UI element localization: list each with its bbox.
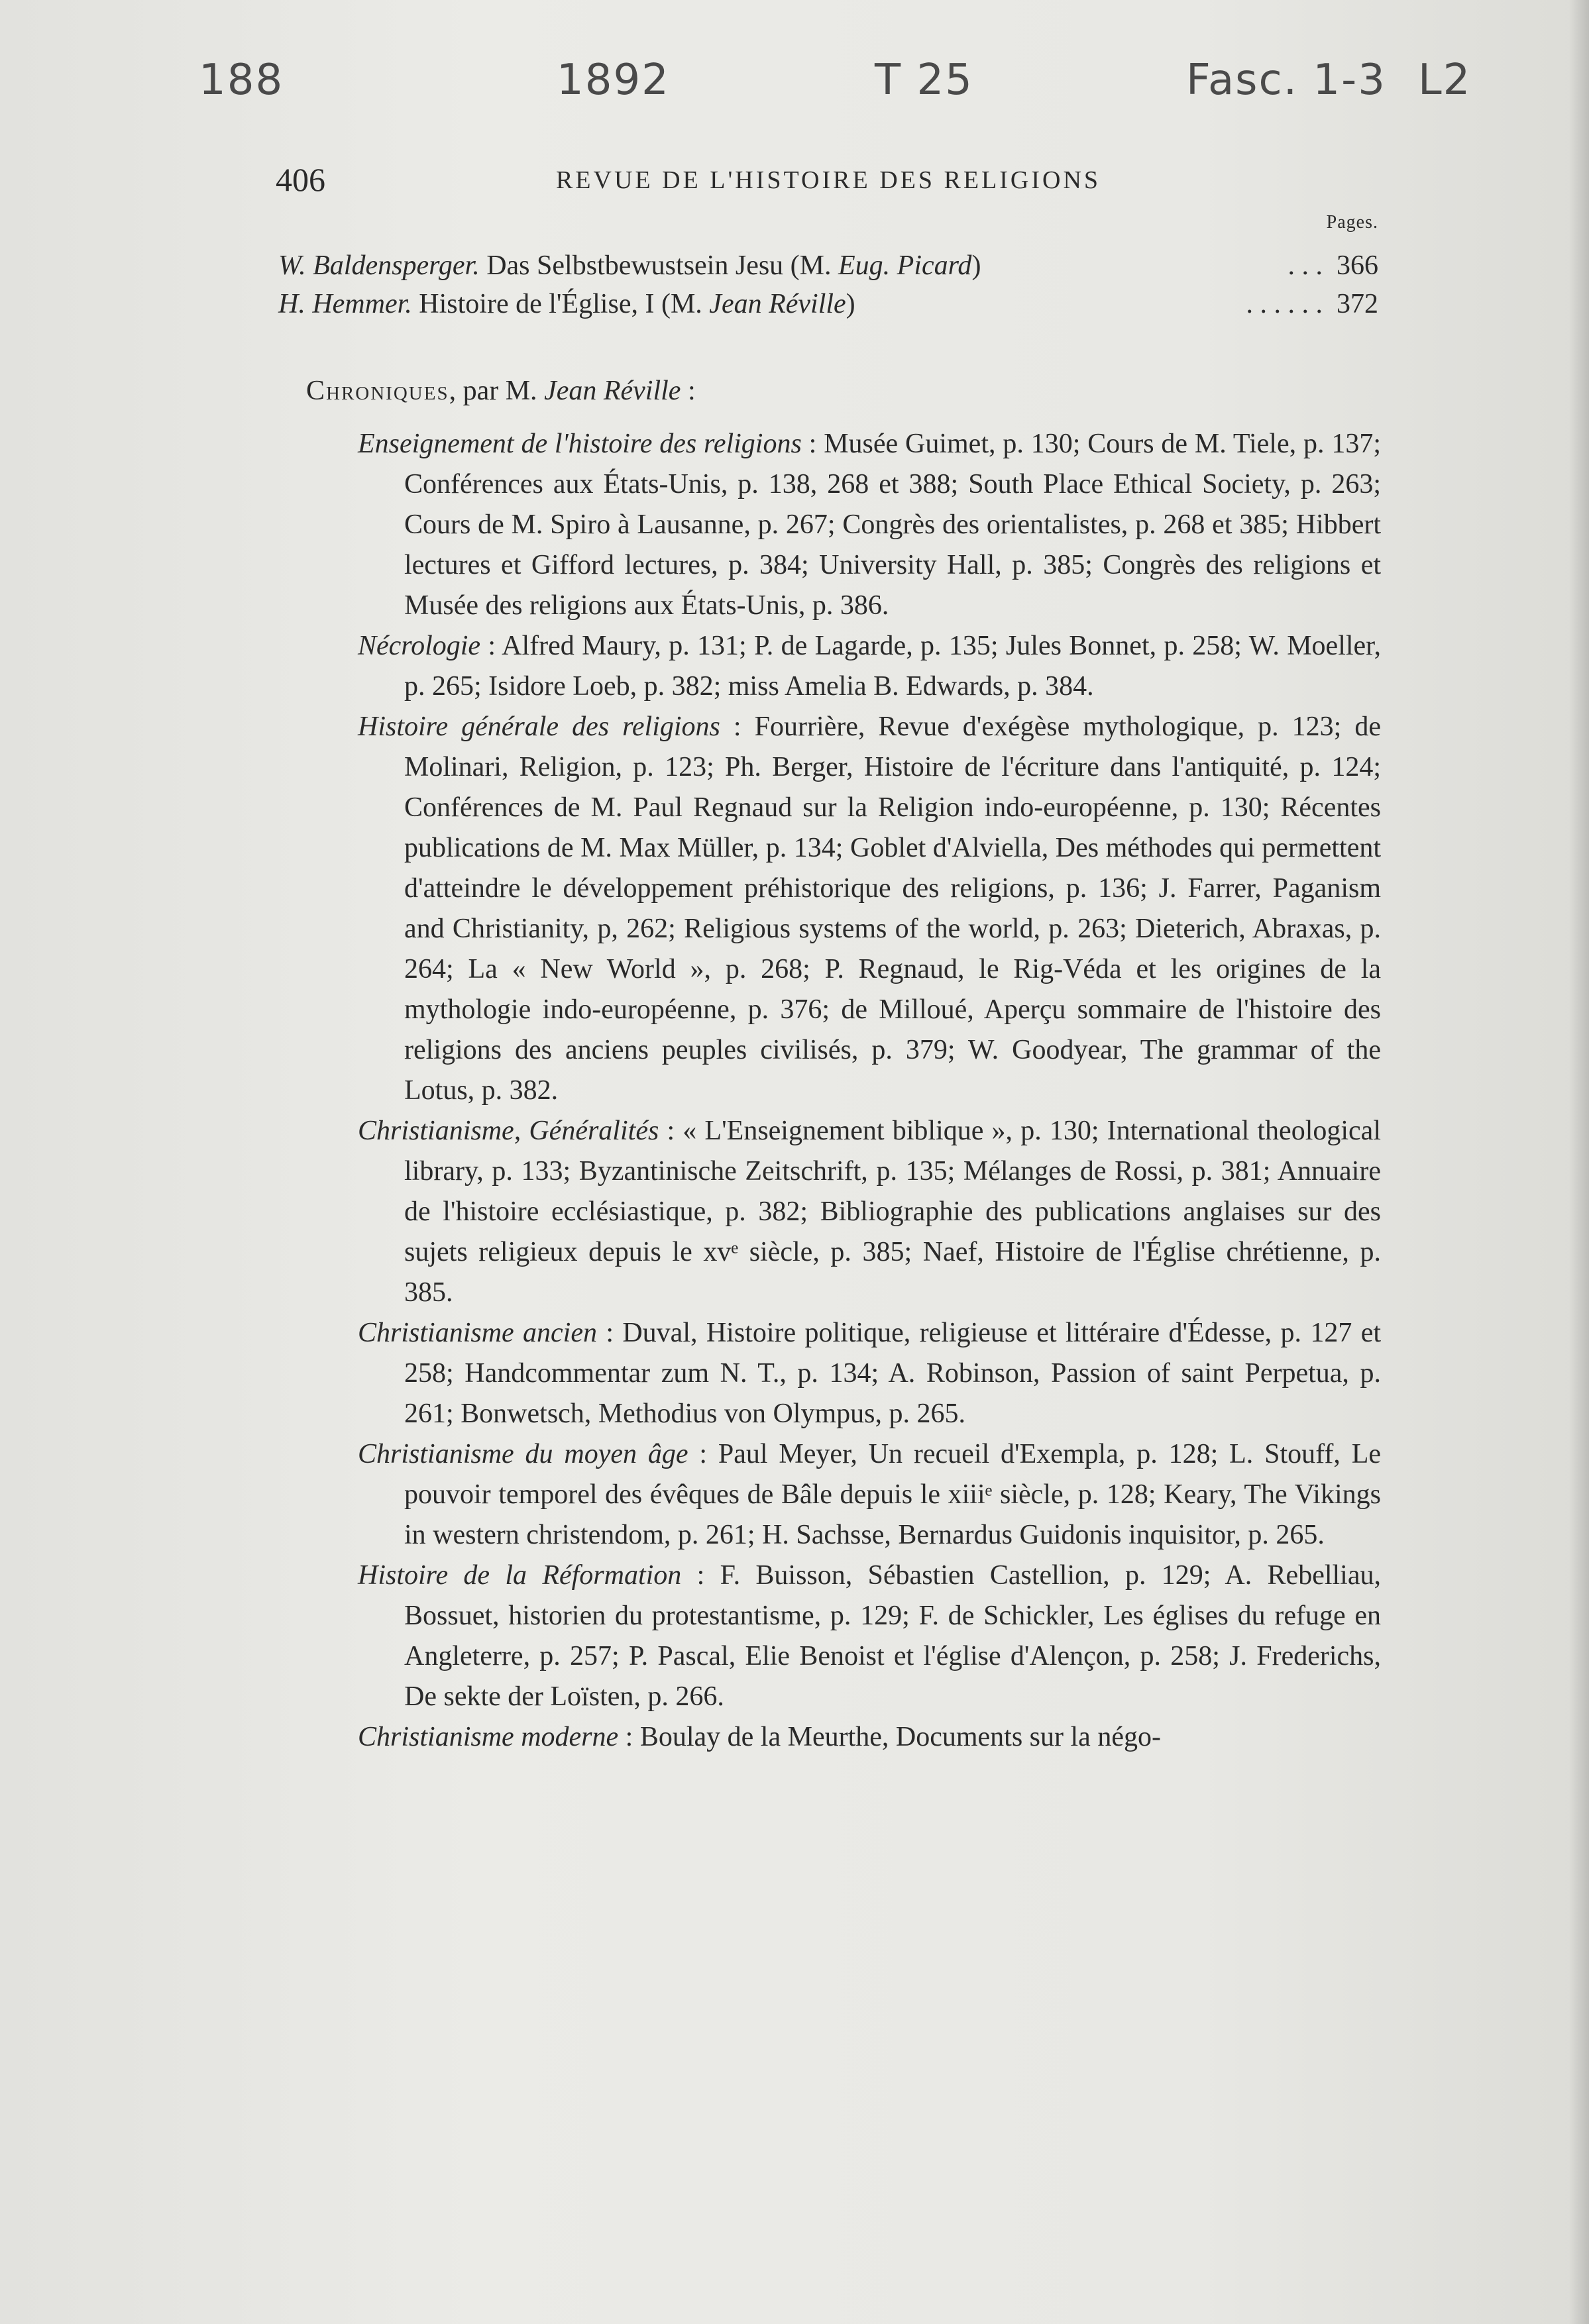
entry-heading: Christianisme, Généralités — [358, 1116, 659, 1146]
chronicle-entry — [358, 1313, 1381, 1434]
leader-dots: . . . — [1288, 250, 1323, 281]
entry-heading: Christianisme moderne — [358, 1722, 619, 1752]
entry-heading: Histoire de la Réformation — [358, 1560, 682, 1591]
review-close: ) — [846, 289, 855, 319]
entry-heading: Histoire générale des religions — [358, 712, 720, 742]
review-reviewer: Jean Réville — [709, 289, 846, 319]
chronicle-entry — [358, 1556, 1381, 1717]
page-header — [265, 160, 1392, 200]
review-page-ref — [1288, 246, 1379, 285]
page-number: 406 — [276, 161, 325, 198]
entry-text: : Duval, Histoire politique, religieuse et littéraire d'Édesse, p. 127 et 258; Handcommentar zum N. T., p. 134; A. Robinson, Passion of saint Perpetua, p. 261; Bonwetsch, Methodius von Olympus, p. 265. — [404, 1318, 1381, 1429]
review-close: ) — [971, 250, 981, 281]
chronicle-entry — [358, 626, 1381, 707]
pages-column-label: Pages. — [1326, 212, 1378, 233]
chronicle-entry — [358, 424, 1381, 626]
review-page: 366 — [1337, 250, 1378, 281]
entry-text: : « L'Enseignement biblique », p. 130; International theological library, p. 133; Byzantinische Zeitschrift, p. 135; Mélanges de Rossi, p. 381; Annuaire de l'histoire ecclésiastique, p. 382; Bibliographie des publications anglaises sur des sujets religieux depuis le xvᵉ siècle, p. 385; Naef, Histoire de l'Église chrétienne, p. 385. — [404, 1116, 1381, 1308]
entry-text: : Paul Meyer, Un recueil d'Exempla, p. 128; L. Stouff, Le pouvoir temporel des évêques de Bâle depuis le xiiiᵉ siècle, p. 128; Keary, The Vikings in western christendom, p. 261; H. Sachsse, Bernardus Guidonis inquisitor, p. 265. — [404, 1439, 1382, 1550]
leader-dots: . . . . . . — [1246, 289, 1323, 319]
chronicle-entry — [358, 1111, 1381, 1313]
chronicle-entry — [358, 1434, 1381, 1556]
handwritten-note: 188 — [199, 56, 284, 105]
chroniques-by: , par M. — [449, 376, 545, 406]
entry-heading: Nécrologie — [358, 631, 481, 661]
entry-heading: Christianisme du moyen âge — [358, 1439, 688, 1469]
handwritten-note: Fasc. 1-3 — [1186, 56, 1386, 105]
entry-heading: Christianisme ancien — [358, 1318, 597, 1348]
review-title: Histoire de l'Église, I (M. — [411, 289, 710, 319]
review-page-ref — [1246, 285, 1379, 323]
entry-text: : Musée Guimet, p. 130; Cours de M. Tiele, p. 137; Conférences aux États-Unis, p. 138, 268 et 388; South Place Ethical Society, p. 263; Cours de M. Spiro à Lausanne, p. 267; Congrès des orientalistes, p. 268 et 385; Hibbert lectures et Gifford lectures, p. 384; University Hall, p. 385; Congrès des religions et Musée des religions aux États-Unis, p. 386. — [404, 429, 1381, 621]
review-reviewer: Eug. Picard — [838, 250, 972, 281]
review-line — [278, 285, 1378, 323]
handwritten-note: L2 — [1418, 56, 1472, 105]
entry-text: : Fourrière, Revue d'exégèse mythologique, p. 123; de Molinari, Religion, p. 123; Ph. Berger, Histoire de l'écriture dans l'antiquité, p. 124; Conférences de M. Paul Regnaud sur la Religion indo-européenne, p. 130; Récentes publications de M. Max Müller, p. 134; Goblet d'Alviella, Des méthodes qui permettent d'atteindre le développement préhistorique des religions, p. 136; J. Farrer, Paganism and Christianity, p, 262; Religious systems of the world, p. 263; Dieterich, Abraxas, p. 264; La « New World », p. 268; P. Regnaud, le Rig-Véda et les origines de la mythologie indo-européenne, p. 376; de Milloué, Aperçu sommaire de l'histoire des religions des anciens peuples civilisés, p. 379; W. Goodyear, The grammar of the Lotus, p. 382. — [404, 712, 1381, 1106]
review-author: W. Baldensperger. — [278, 250, 480, 281]
chroniques-label: Chroniques — [306, 376, 449, 406]
handwritten-note: 1892 — [557, 56, 670, 105]
entry-text: : F. Buisson, Sébastien Castellion, p. 129; A. Rebelliau, Bossuet, historien du protestantisme, p. 129; F. de Schickler, Les églises du refuge en Angleterre, p. 257; P. Pascal, Elie Benoist et l'église d'Alençon, p. 258; J. Frederichs, De sekte der Loïsten, p. 266. — [404, 1560, 1381, 1712]
page-edge-shadow — [1569, 0, 1589, 2324]
review-title: Das Selbstbewustsein Jesu (M. — [479, 250, 839, 281]
chroniques-author: Jean Réville — [544, 376, 681, 406]
chronicle-entry — [358, 707, 1381, 1111]
running-title: REVUE DE L'HISTOIRE DES RELIGIONS — [555, 166, 1101, 194]
review-author: H. Hemmer. — [278, 289, 412, 319]
review-page: 372 — [1337, 289, 1378, 319]
review-line — [278, 246, 1378, 285]
handwritten-note: T 25 — [875, 56, 973, 105]
chroniques-heading — [306, 375, 696, 407]
entry-text: : Alfred Maury, p. 131; P. de Lagarde, p. 135; Jules Bonnet, p. 258; W. Moeller, p. 265; Isidore Loeb, p. 382; miss Amelia B. Edwards, p. 384. — [404, 631, 1381, 702]
entry-heading: Enseignement de l'histoire des religions — [358, 429, 802, 459]
chroniques-colon: : — [681, 376, 696, 406]
chronicle-entries — [358, 424, 1381, 1758]
entry-text: : Boulay de la Meurthe, Documents sur la négo- — [618, 1722, 1161, 1752]
chronicle-entry — [358, 1717, 1381, 1758]
